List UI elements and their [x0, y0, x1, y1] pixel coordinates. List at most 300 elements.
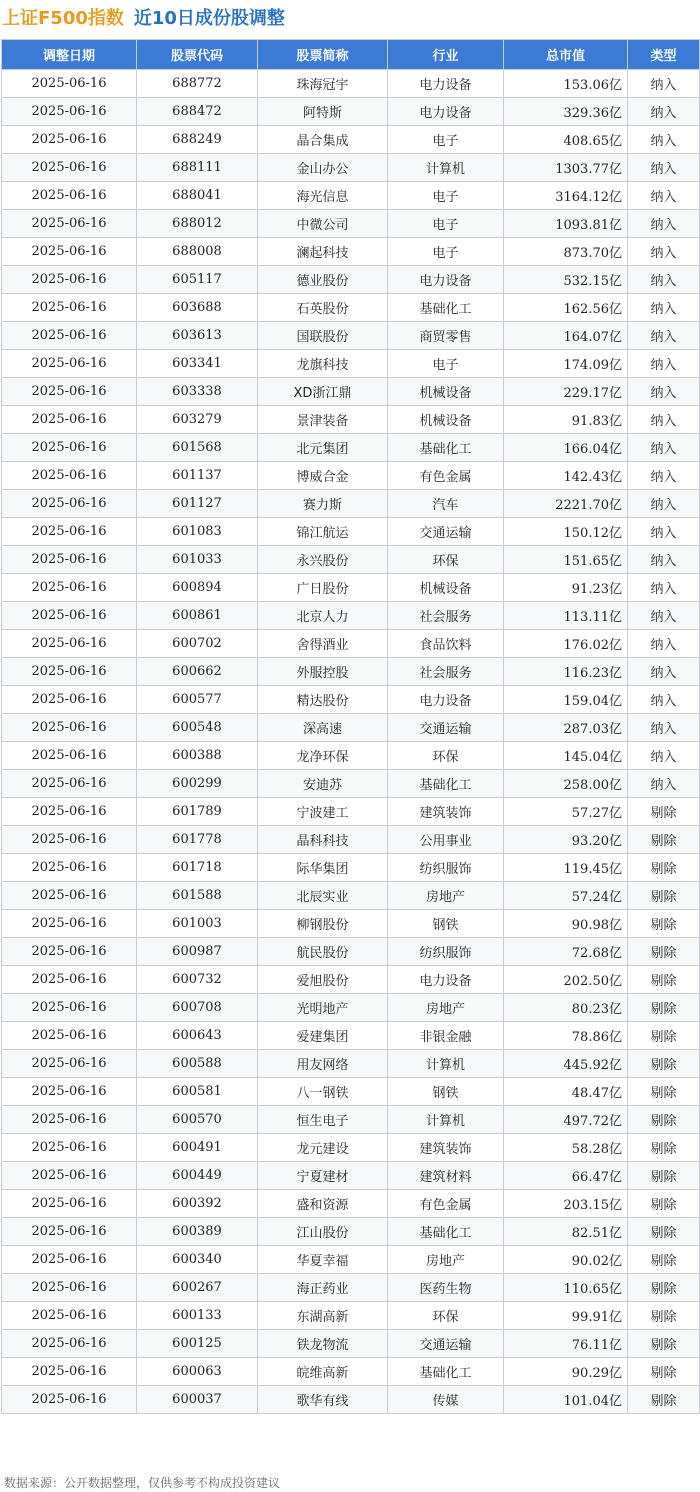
cell-stock-code: 600861 — [137, 602, 258, 630]
cell-industry: 电力设备 — [388, 266, 504, 294]
cell-type: 纳入 — [628, 770, 700, 798]
cell-market-cap: 82.51亿 — [504, 1218, 628, 1246]
cell-market-cap: 532.15亿 — [504, 266, 628, 294]
cell-market-cap: 93.20亿 — [504, 826, 628, 854]
cell-stock-name: 江山股份 — [258, 1218, 388, 1246]
cell-market-cap: 151.65亿 — [504, 546, 628, 574]
cell-stock-name: 德业股份 — [258, 266, 388, 294]
cell-stock-code: 600133 — [137, 1302, 258, 1330]
cell-type: 剔除 — [628, 1302, 700, 1330]
cell-date: 2025-06-16 — [2, 938, 137, 966]
cell-stock-code: 600063 — [137, 1358, 258, 1386]
cell-industry: 有色金属 — [388, 462, 504, 490]
cell-stock-name: 光明地产 — [258, 994, 388, 1022]
cell-type: 纳入 — [628, 294, 700, 322]
cell-industry: 食品饮料 — [388, 630, 504, 658]
cell-stock-code: 600299 — [137, 770, 258, 798]
cell-date: 2025-06-16 — [2, 1274, 137, 1302]
cell-market-cap: 445.92亿 — [504, 1050, 628, 1078]
cell-stock-name: 东湖高新 — [258, 1302, 388, 1330]
cell-type: 剔除 — [628, 1330, 700, 1358]
cell-stock-code: 603279 — [137, 406, 258, 434]
cell-market-cap: 66.47亿 — [504, 1162, 628, 1190]
cell-stock-name: 国联股份 — [258, 322, 388, 350]
table-row[interactable] — [2, 714, 700, 742]
table-row[interactable] — [2, 126, 700, 154]
cell-market-cap: 145.04亿 — [504, 742, 628, 770]
cell-type: 纳入 — [628, 518, 700, 546]
cell-industry: 电子 — [388, 238, 504, 266]
column-header-name[interactable]: 股票简称 — [258, 40, 388, 70]
cell-stock-name: 石英股份 — [258, 294, 388, 322]
cell-stock-name: 北辰实业 — [258, 882, 388, 910]
table-row[interactable] — [2, 546, 700, 574]
cell-date: 2025-06-16 — [2, 1078, 137, 1106]
cell-type: 纳入 — [628, 238, 700, 266]
cell-stock-name: 爱旭股份 — [258, 966, 388, 994]
cell-type: 纳入 — [628, 210, 700, 238]
table-row[interactable] — [2, 630, 700, 658]
cell-industry: 交通运输 — [388, 714, 504, 742]
table-row[interactable] — [2, 770, 700, 798]
cell-type: 剔除 — [628, 910, 700, 938]
table-row[interactable] — [2, 350, 700, 378]
cell-industry: 钢铁 — [388, 910, 504, 938]
cell-stock-code: 601003 — [137, 910, 258, 938]
cell-stock-code: 688111 — [137, 154, 258, 182]
cell-type: 纳入 — [628, 98, 700, 126]
cell-stock-name: 外服控股 — [258, 658, 388, 686]
table-row[interactable] — [2, 490, 700, 518]
cell-stock-code: 600894 — [137, 574, 258, 602]
cell-stock-code: 600643 — [137, 1022, 258, 1050]
table-row[interactable] — [2, 826, 700, 854]
table-row[interactable] — [2, 938, 700, 966]
cell-date: 2025-06-16 — [2, 1302, 137, 1330]
table-row[interactable] — [2, 1302, 700, 1330]
cell-industry: 基础化工 — [388, 770, 504, 798]
cell-date: 2025-06-16 — [2, 1386, 137, 1414]
table-row[interactable] — [2, 1134, 700, 1162]
cell-date: 2025-06-16 — [2, 126, 137, 154]
table-row[interactable] — [2, 854, 700, 882]
cell-date: 2025-06-16 — [2, 182, 137, 210]
table-row[interactable] — [2, 462, 700, 490]
cell-stock-name: 金山办公 — [258, 154, 388, 182]
cell-stock-name: 盛和资源 — [258, 1190, 388, 1218]
cell-type: 剔除 — [628, 966, 700, 994]
cell-type: 纳入 — [628, 658, 700, 686]
cell-stock-name: 龙旗科技 — [258, 350, 388, 378]
cell-stock-name: 晶科科技 — [258, 826, 388, 854]
table-row[interactable] — [2, 294, 700, 322]
column-header-code[interactable]: 股票代码 — [137, 40, 258, 70]
cell-date: 2025-06-16 — [2, 462, 137, 490]
table-row[interactable] — [2, 1330, 700, 1358]
cell-stock-code: 603338 — [137, 378, 258, 406]
cell-market-cap: 873.70亿 — [504, 238, 628, 266]
table-row[interactable] — [2, 910, 700, 938]
cell-type: 纳入 — [628, 70, 700, 98]
table-row[interactable] — [2, 154, 700, 182]
cell-market-cap: 3164.12亿 — [504, 182, 628, 210]
cell-date: 2025-06-16 — [2, 574, 137, 602]
cell-type: 纳入 — [628, 406, 700, 434]
cell-date: 2025-06-16 — [2, 1106, 137, 1134]
cell-stock-code: 603341 — [137, 350, 258, 378]
cell-stock-name: 珠海冠宇 — [258, 70, 388, 98]
cell-date: 2025-06-16 — [2, 434, 137, 462]
cell-market-cap: 72.68亿 — [504, 938, 628, 966]
cell-industry: 基础化工 — [388, 294, 504, 322]
cell-industry: 基础化工 — [388, 1218, 504, 1246]
table-row[interactable] — [2, 1358, 700, 1386]
cell-market-cap: 76.11亿 — [504, 1330, 628, 1358]
column-header-date[interactable]: 调整日期 — [2, 40, 137, 70]
table-row[interactable] — [2, 574, 700, 602]
cell-date: 2025-06-16 — [2, 798, 137, 826]
cell-type: 剔除 — [628, 1050, 700, 1078]
cell-date: 2025-06-16 — [2, 714, 137, 742]
table-row[interactable] — [2, 1162, 700, 1190]
cell-date: 2025-06-16 — [2, 1022, 137, 1050]
table-row[interactable] — [2, 602, 700, 630]
cell-market-cap: 80.23亿 — [504, 994, 628, 1022]
cell-type: 纳入 — [628, 602, 700, 630]
cell-industry: 商贸零售 — [388, 322, 504, 350]
index-name: 上证F500指数 — [2, 8, 124, 29]
table-body — [2, 70, 700, 1414]
column-header-industry[interactable]: 行业 — [388, 40, 504, 70]
cell-market-cap: 408.65亿 — [504, 126, 628, 154]
cell-type: 纳入 — [628, 322, 700, 350]
cell-market-cap: 142.43亿 — [504, 462, 628, 490]
cell-industry: 电子 — [388, 210, 504, 238]
table-row[interactable] — [2, 882, 700, 910]
cell-stock-name: 安迪苏 — [258, 770, 388, 798]
cell-market-cap: 229.17亿 — [504, 378, 628, 406]
cell-stock-code: 600491 — [137, 1134, 258, 1162]
cell-stock-name: 阿特斯 — [258, 98, 388, 126]
cell-type: 剔除 — [628, 1162, 700, 1190]
cell-stock-code: 603688 — [137, 294, 258, 322]
cell-industry: 电力设备 — [388, 686, 504, 714]
cell-market-cap: 287.03亿 — [504, 714, 628, 742]
cell-stock-code: 601083 — [137, 518, 258, 546]
cell-date: 2025-06-16 — [2, 1358, 137, 1386]
table-row[interactable] — [2, 742, 700, 770]
cell-stock-code: 603613 — [137, 322, 258, 350]
table-row[interactable] — [2, 1022, 700, 1050]
cell-type: 剔除 — [628, 798, 700, 826]
cell-date: 2025-06-16 — [2, 826, 137, 854]
cell-date: 2025-06-16 — [2, 378, 137, 406]
cell-date: 2025-06-16 — [2, 1050, 137, 1078]
cell-stock-name: 锦江航运 — [258, 518, 388, 546]
cell-stock-code: 600588 — [137, 1050, 258, 1078]
cell-stock-name: XD浙江鼎 — [258, 378, 388, 406]
column-header-market-cap[interactable]: 总市值 — [504, 40, 628, 70]
cell-industry: 计算机 — [388, 154, 504, 182]
cell-date: 2025-06-16 — [2, 294, 137, 322]
table-row[interactable] — [2, 70, 700, 98]
cell-market-cap: 497.72亿 — [504, 1106, 628, 1134]
cell-stock-code: 600987 — [137, 938, 258, 966]
cell-industry: 基础化工 — [388, 434, 504, 462]
cell-stock-code: 600449 — [137, 1162, 258, 1190]
cell-date: 2025-06-16 — [2, 238, 137, 266]
cell-industry: 电力设备 — [388, 98, 504, 126]
cell-market-cap: 150.12亿 — [504, 518, 628, 546]
cell-type: 纳入 — [628, 742, 700, 770]
table-row[interactable] — [2, 966, 700, 994]
cell-market-cap: 110.65亿 — [504, 1274, 628, 1302]
cell-type: 剔除 — [628, 882, 700, 910]
cell-type: 剔除 — [628, 938, 700, 966]
cell-stock-name: 北京人力 — [258, 602, 388, 630]
cell-industry: 医药生物 — [388, 1274, 504, 1302]
table-row[interactable] — [2, 798, 700, 826]
cell-date: 2025-06-16 — [2, 994, 137, 1022]
cell-date: 2025-06-16 — [2, 966, 137, 994]
cell-date: 2025-06-16 — [2, 1134, 137, 1162]
cell-market-cap: 202.50亿 — [504, 966, 628, 994]
cell-stock-code: 600708 — [137, 994, 258, 1022]
cell-market-cap: 101.04亿 — [504, 1386, 628, 1414]
cell-market-cap: 162.56亿 — [504, 294, 628, 322]
cell-market-cap: 174.09亿 — [504, 350, 628, 378]
table-row[interactable] — [2, 322, 700, 350]
cell-industry: 纺织服饰 — [388, 854, 504, 882]
table-row[interactable] — [2, 1246, 700, 1274]
cell-date: 2025-06-16 — [2, 322, 137, 350]
cell-type: 纳入 — [628, 630, 700, 658]
cell-type: 剔除 — [628, 854, 700, 882]
cell-industry: 传媒 — [388, 1386, 504, 1414]
cell-stock-name: 铁龙物流 — [258, 1330, 388, 1358]
table-row[interactable] — [2, 406, 700, 434]
cell-type: 剔除 — [628, 1078, 700, 1106]
cell-type: 剔除 — [628, 1386, 700, 1414]
cell-type: 纳入 — [628, 686, 700, 714]
cell-date: 2025-06-16 — [2, 546, 137, 574]
cell-type: 纳入 — [628, 490, 700, 518]
cell-industry: 房地产 — [388, 1246, 504, 1274]
cell-industry: 建筑装饰 — [388, 798, 504, 826]
cell-market-cap: 119.45亿 — [504, 854, 628, 882]
cell-stock-code: 600037 — [137, 1386, 258, 1414]
cell-industry: 机械设备 — [388, 406, 504, 434]
cell-stock-name: 龙元建设 — [258, 1134, 388, 1162]
cell-industry: 电子 — [388, 182, 504, 210]
table-row[interactable] — [2, 658, 700, 686]
table-row[interactable] — [2, 1274, 700, 1302]
cell-stock-code: 601033 — [137, 546, 258, 574]
cell-date: 2025-06-16 — [2, 98, 137, 126]
cell-industry: 计算机 — [388, 1106, 504, 1134]
cell-market-cap: 329.36亿 — [504, 98, 628, 126]
cell-type: 剔除 — [628, 1190, 700, 1218]
cell-stock-code: 600702 — [137, 630, 258, 658]
cell-type: 纳入 — [628, 714, 700, 742]
table-row[interactable] — [2, 210, 700, 238]
cell-type: 纳入 — [628, 378, 700, 406]
cell-stock-name: 用友网络 — [258, 1050, 388, 1078]
cell-date: 2025-06-16 — [2, 406, 137, 434]
cell-stock-code: 600548 — [137, 714, 258, 742]
table-row[interactable] — [2, 1050, 700, 1078]
page-subtitle: 近10日成份股调整 — [133, 8, 285, 29]
cell-date: 2025-06-16 — [2, 854, 137, 882]
cell-date: 2025-06-16 — [2, 154, 137, 182]
cell-stock-name: 华夏幸福 — [258, 1246, 388, 1274]
cell-type: 剔除 — [628, 1274, 700, 1302]
cell-type: 剔除 — [628, 1134, 700, 1162]
cell-date: 2025-06-16 — [2, 266, 137, 294]
table-row[interactable] — [2, 1386, 700, 1414]
column-header-type[interactable]: 类型 — [628, 40, 700, 70]
cell-stock-code: 600662 — [137, 658, 258, 686]
cell-stock-code: 600388 — [137, 742, 258, 770]
cell-industry: 机械设备 — [388, 574, 504, 602]
cell-market-cap: 1093.81亿 — [504, 210, 628, 238]
cell-date: 2025-06-16 — [2, 686, 137, 714]
cell-industry: 钢铁 — [388, 1078, 504, 1106]
table-row[interactable] — [2, 238, 700, 266]
cell-stock-name: 爱建集团 — [258, 1022, 388, 1050]
cell-stock-name: 博威合金 — [258, 462, 388, 490]
cell-stock-code: 688772 — [137, 70, 258, 98]
cell-type: 剔除 — [628, 1022, 700, 1050]
cell-market-cap: 91.23亿 — [504, 574, 628, 602]
cell-stock-name: 际华集团 — [258, 854, 388, 882]
cell-market-cap: 57.24亿 — [504, 882, 628, 910]
cell-industry: 建筑材料 — [388, 1162, 504, 1190]
cell-stock-code: 601778 — [137, 826, 258, 854]
cell-market-cap: 2221.70亿 — [504, 490, 628, 518]
cell-stock-name: 精达股份 — [258, 686, 388, 714]
cell-stock-code: 688249 — [137, 126, 258, 154]
cell-stock-code: 600392 — [137, 1190, 258, 1218]
cell-industry: 汽车 — [388, 490, 504, 518]
cell-market-cap: 90.02亿 — [504, 1246, 628, 1274]
cell-stock-code: 600581 — [137, 1078, 258, 1106]
cell-industry: 环保 — [388, 1302, 504, 1330]
cell-stock-code: 600732 — [137, 966, 258, 994]
cell-stock-code: 601568 — [137, 434, 258, 462]
cell-market-cap: 48.47亿 — [504, 1078, 628, 1106]
cell-date: 2025-06-16 — [2, 518, 137, 546]
cell-stock-name: 景津装备 — [258, 406, 388, 434]
cell-stock-name: 八一钢铁 — [258, 1078, 388, 1106]
table-row[interactable] — [2, 1078, 700, 1106]
cell-industry: 有色金属 — [388, 1190, 504, 1218]
cell-industry: 电力设备 — [388, 70, 504, 98]
table-row[interactable] — [2, 378, 700, 406]
cell-industry: 环保 — [388, 742, 504, 770]
cell-date: 2025-06-16 — [2, 1162, 137, 1190]
cell-date: 2025-06-16 — [2, 1330, 137, 1358]
cell-industry: 公用事业 — [388, 826, 504, 854]
cell-type: 纳入 — [628, 574, 700, 602]
table-row[interactable] — [2, 434, 700, 462]
cell-date: 2025-06-16 — [2, 770, 137, 798]
cell-date: 2025-06-16 — [2, 910, 137, 938]
cell-date: 2025-06-16 — [2, 70, 137, 98]
cell-type: 剔除 — [628, 826, 700, 854]
table-row[interactable] — [2, 518, 700, 546]
table-row[interactable] — [2, 1190, 700, 1218]
cell-stock-name: 澜起科技 — [258, 238, 388, 266]
cell-type: 纳入 — [628, 126, 700, 154]
cell-stock-code: 600267 — [137, 1274, 258, 1302]
cell-type: 纳入 — [628, 266, 700, 294]
cell-stock-name: 龙净环保 — [258, 742, 388, 770]
cell-date: 2025-06-16 — [2, 1190, 137, 1218]
cell-industry: 纺织服饰 — [388, 938, 504, 966]
cell-industry: 基础化工 — [388, 1358, 504, 1386]
cell-industry: 电力设备 — [388, 966, 504, 994]
cell-date: 2025-06-16 — [2, 210, 137, 238]
cell-stock-name: 北元集团 — [258, 434, 388, 462]
cell-market-cap: 90.29亿 — [504, 1358, 628, 1386]
table-row[interactable] — [2, 98, 700, 126]
cell-stock-name: 宁夏建材 — [258, 1162, 388, 1190]
cell-market-cap: 153.06亿 — [504, 70, 628, 98]
cell-stock-name: 晶合集成 — [258, 126, 388, 154]
table-row[interactable] — [2, 1106, 700, 1134]
cell-industry: 建筑装饰 — [388, 1134, 504, 1162]
cell-market-cap: 58.28亿 — [504, 1134, 628, 1162]
cell-type: 纳入 — [628, 350, 700, 378]
cell-type: 剔除 — [628, 1358, 700, 1386]
cell-stock-code: 605117 — [137, 266, 258, 294]
cell-industry: 社会服务 — [388, 658, 504, 686]
cell-market-cap: 99.91亿 — [504, 1302, 628, 1330]
cell-stock-code: 601588 — [137, 882, 258, 910]
cell-stock-name: 柳钢股份 — [258, 910, 388, 938]
cell-type: 剔除 — [628, 1106, 700, 1134]
cell-market-cap: 166.04亿 — [504, 434, 628, 462]
table-row[interactable] — [2, 266, 700, 294]
cell-industry: 社会服务 — [388, 602, 504, 630]
cell-date: 2025-06-16 — [2, 1246, 137, 1274]
table-row[interactable] — [2, 686, 700, 714]
cell-market-cap: 113.11亿 — [504, 602, 628, 630]
cell-type: 剔除 — [628, 994, 700, 1022]
table-row[interactable] — [2, 994, 700, 1022]
cell-industry: 交通运输 — [388, 518, 504, 546]
cell-stock-name: 航民股份 — [258, 938, 388, 966]
cell-stock-code: 600125 — [137, 1330, 258, 1358]
cell-market-cap: 258.00亿 — [504, 770, 628, 798]
table-row[interactable] — [2, 182, 700, 210]
cell-type: 纳入 — [628, 434, 700, 462]
cell-type: 纳入 — [628, 182, 700, 210]
cell-industry: 房地产 — [388, 994, 504, 1022]
cell-stock-code: 601127 — [137, 490, 258, 518]
cell-stock-code: 601789 — [137, 798, 258, 826]
data-source-note: 数据来源：公开数据整理，仅供参考不构成投资建议 — [4, 1476, 281, 1490]
cell-date: 2025-06-16 — [2, 882, 137, 910]
cell-market-cap: 176.02亿 — [504, 630, 628, 658]
cell-market-cap: 78.86亿 — [504, 1022, 628, 1050]
table-row[interactable] — [2, 1218, 700, 1246]
cell-date: 2025-06-16 — [2, 602, 137, 630]
cell-stock-code: 600389 — [137, 1218, 258, 1246]
page-title-bar — [0, 0, 700, 34]
cell-market-cap: 90.98亿 — [504, 910, 628, 938]
